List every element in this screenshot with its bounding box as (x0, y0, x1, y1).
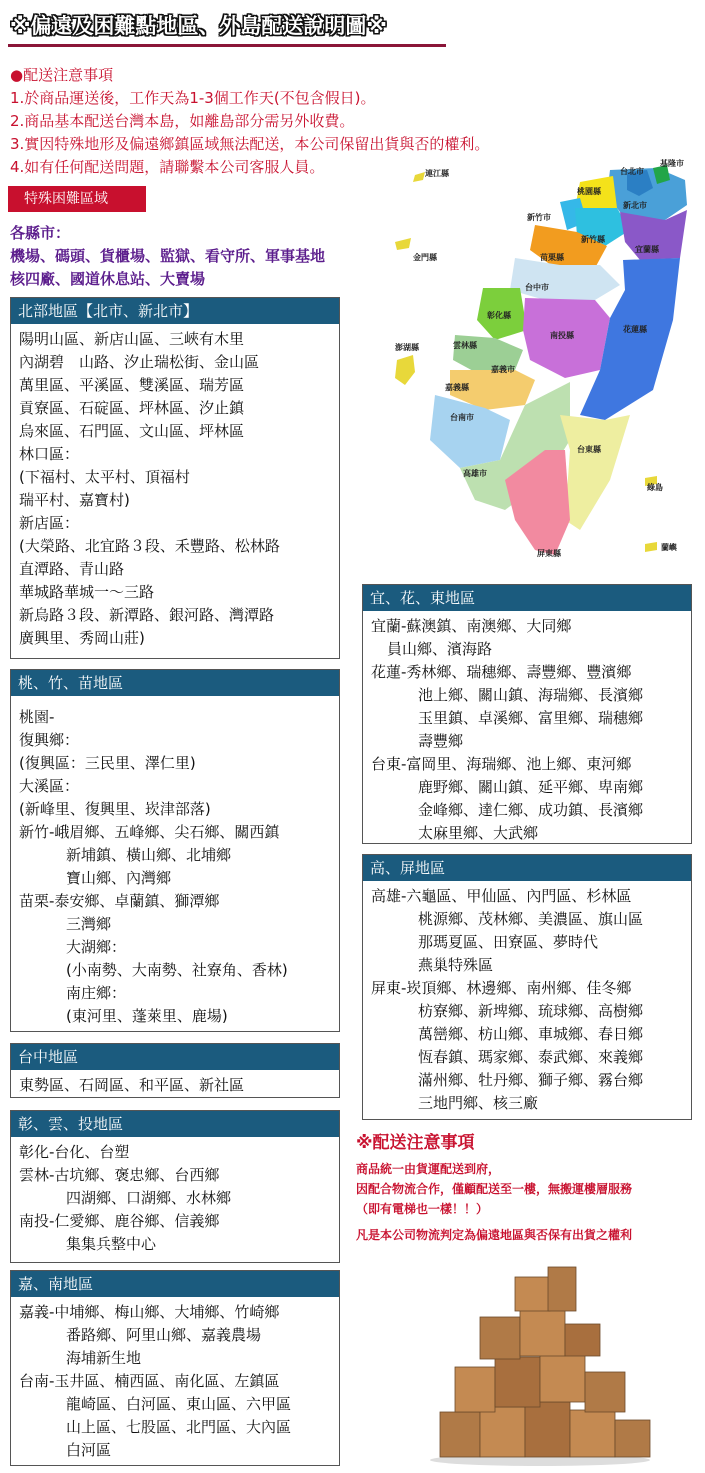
panel-body (11, 1297, 339, 1466)
panel-north (10, 297, 340, 659)
panel-line: 復興鄉： (19, 731, 80, 749)
panel-line: 新店區： (19, 514, 80, 532)
panel-line: 新埔鎮、橫山鄉、北埔鄉 (66, 846, 232, 864)
panel-line: 大湖鄉： (66, 938, 127, 956)
panel-line: 桃源鄉、茂林鄉、美濃區、旗山區 (418, 910, 644, 928)
panel-line: 三地門鄉、核三廠 (418, 1094, 539, 1112)
map-label: 花蓮縣 (623, 325, 647, 334)
island-orchid (645, 542, 657, 552)
special-area-tag: 特殊困難區域 (8, 186, 146, 212)
map-label: 連江縣 (425, 169, 449, 178)
note-item: 1.於商品運送後，工作天為1-3個工作天(不包含假日)。 (10, 89, 376, 107)
panel-line: 員山鄉、濱海路 (387, 640, 493, 658)
panel-line: 南庄鄉： (66, 984, 127, 1002)
note-item: 2.商品基本配送台灣本島，如離島部分需另外收費。 (10, 112, 355, 130)
panel-body (11, 1137, 339, 1260)
panel-body (11, 696, 339, 1032)
panel-line: (下福村、太平村、頂福村 (19, 468, 190, 486)
panel-line: 龍崎區、白河區、東山區、六甲區 (66, 1395, 292, 1413)
map-label: 雲林縣 (453, 341, 477, 350)
taiwan-map (395, 150, 700, 570)
panel-line: 陽明山區、新店山區、三峽有木里 (19, 330, 245, 348)
panel-yilan-hualien-taitung (362, 584, 692, 844)
panel-line: 雲林-古坑鄉、褒忠鄉、台西鄉 (19, 1166, 220, 1184)
cardboard-boxes-illustration (420, 1262, 660, 1467)
page-title: ※偏遠及困難點地區、外島配送說明圖※ (10, 14, 387, 38)
panel-line: 恆春鎮、瑪家鄉、泰武鄉、來義鄉 (418, 1048, 644, 1066)
map-label: 嘉義市 (491, 365, 515, 374)
panel-line: 內湖碧 山路、汐止瑞松街、金山區 (19, 353, 260, 371)
panel-line: 白河區 (66, 1441, 112, 1459)
panel-line: 滿州鄉、牡丹鄉、獅子鄉、霧台鄉 (418, 1071, 644, 1089)
panel-line: 林口區： (19, 445, 80, 463)
map-label: 台北市 (620, 167, 644, 176)
panel-header: 高、屏地區 (363, 855, 691, 881)
panel-line: 宜蘭-蘇澳鎮、南澳鄉、大同鄉 (371, 617, 572, 635)
map-label: 高雄市 (463, 469, 487, 478)
map-label: 宜蘭縣 (635, 245, 659, 254)
map-label: 綠島 (647, 483, 663, 492)
map-label: 新竹市 (527, 213, 551, 222)
map-label: 桃園縣 (577, 187, 601, 196)
panel-body (363, 611, 691, 849)
panel-line: 台東-富岡里、海瑞鄉、池上鄉、東河鄉 (371, 755, 632, 773)
panel-body (11, 324, 339, 654)
map-label: 台中市 (525, 283, 549, 292)
panel-line: 太麻里鄉、大武鄉 (418, 824, 539, 842)
panel-taichung (10, 1043, 340, 1098)
map-label: 苗栗縣 (540, 253, 564, 262)
note-item: 3.實因特殊地形及偏遠鄉鎮區域無法配送，本公司保留出貨與否的權利。 (10, 135, 490, 153)
panel-line: 寶山鄉、內灣鄉 (66, 869, 172, 887)
panel-header: 北部地區【北市、新北市】 (11, 298, 339, 324)
shipping-notice-heading: ※配送注意事項 (356, 1133, 475, 1153)
panel-line: 嘉義-中埔鄉、梅山鄉、大埔鄉、竹崎鄉 (19, 1303, 280, 1321)
map-label: 金門縣 (413, 253, 437, 262)
panel-line: 桃園- (19, 708, 55, 726)
panel-line: 彰化-台化、台塑 (19, 1143, 130, 1161)
panel-chiayi-tainan (10, 1270, 340, 1466)
panel-body (11, 1070, 339, 1101)
panel-line: 三灣鄉 (66, 915, 112, 933)
panel-line: 新烏路３段、新潭路、銀河路、灣潭路 (19, 606, 275, 624)
panel-line: 那瑪夏區、田寮區、夢時代 (418, 933, 599, 951)
region-taitung (560, 415, 630, 530)
panel-line: 高雄-六龜區、甲仙區、內門區、杉林區 (371, 887, 632, 905)
map-label: 嘉義縣 (445, 383, 469, 392)
shipping-notice-line: 凡是本公司物流判定為偏遠地區與否保有出貨之權利 (356, 1228, 633, 1242)
panel-header: 台中地區 (11, 1044, 339, 1070)
map-label: 彰化縣 (487, 311, 511, 320)
panel-line: 烏來區、石門區、文山區、坪林區 (19, 422, 245, 440)
panel-line: 台南-玉井區、楠西區、南化區、左鎮區 (19, 1372, 280, 1390)
panel-line: 東勢區、石岡區、和平區、新社區 (19, 1076, 245, 1094)
panel-changhua-yunlin-nantou (10, 1110, 340, 1263)
panel-line: 瑞平村、嘉寶村) (19, 491, 130, 509)
counties-label: 各縣市： (10, 224, 71, 242)
panel-line: 鹿野鄉、關山鎮、延平鄉、卑南鄉 (418, 778, 644, 796)
panel-line: 海埔新生地 (66, 1349, 142, 1367)
map-label: 澎湖縣 (395, 343, 419, 352)
title-underline (8, 44, 446, 47)
panel-line: 花蓮-秀林鄉、瑞穗鄉、壽豐鄉、豐濱鄉 (371, 663, 632, 681)
panel-line: 山上區、七股區、北門區、大內區 (66, 1418, 292, 1436)
panel-line: 新竹-峨眉鄉、五峰鄉、尖石鄉、關西鎮 (19, 823, 280, 841)
panel-line: 貢寮區、石碇區、坪林區、汐止鎮 (19, 399, 245, 417)
panel-line: 直潭路、青山路 (19, 560, 125, 578)
panel-line: 萬巒鄉、枋山鄉、車城鄉、春日鄉 (418, 1025, 644, 1043)
panel-kaohsiung-pingtung (362, 854, 692, 1120)
panel-taoyuan-hsinchu-miaoli (10, 669, 340, 1032)
panel-line: (東河里、蓬萊里、鹿場) (66, 1007, 228, 1025)
panel-line: (大榮路、北宜路３段、禾豐路、松林路 (19, 537, 280, 555)
map-label: 蘭嶼 (661, 543, 677, 552)
panel-line: (復興區：三民里、澤仁里) (19, 754, 196, 772)
panel-line: 廣興里、秀岡山莊) (19, 629, 145, 647)
island-kinmen (395, 238, 411, 250)
panel-line: 集集兵整中心 (66, 1235, 157, 1253)
panel-line: (小南勢、大南勢、社寮角、香林) (66, 961, 288, 979)
map-label: 新北市 (623, 201, 647, 210)
panel-line: 枋寮鄉、新埤鄉、琉球鄉、高樹鄉 (418, 1002, 644, 1020)
panel-header: 嘉、南地區 (11, 1271, 339, 1297)
shipping-notice-line: 因配合物流合作，僅顧配送至一樓，無搬運樓層服務 (356, 1182, 633, 1196)
map-label: 南投縣 (550, 331, 574, 340)
panel-header: 宜、花、東地區 (363, 585, 691, 611)
island-penghu (395, 355, 415, 385)
panel-body (363, 881, 691, 1119)
map-label: 屏東縣 (537, 549, 561, 558)
panel-header: 桃、竹、苗地區 (11, 670, 339, 696)
shipping-notice-line: 商品統一由貨運配送到府， (356, 1162, 501, 1176)
panel-line: 金峰鄉、達仁鄉、成功鎮、長濱鄉 (418, 801, 644, 819)
panel-line: 苗栗-泰安鄉、卓蘭鎮、獅潭鄉 (19, 892, 220, 910)
panel-line: 華城路華城一～三路 (19, 583, 155, 601)
counties-line: 核四廠、國道休息站、大賣場 (10, 270, 206, 288)
panel-line: 屏東-崁頂鄉、林邊鄉、南州鄉、佳冬鄉 (371, 979, 632, 997)
map-label: 台南市 (450, 413, 474, 422)
panel-line: 池上鄉、關山鎮、海瑞鄉、長濱鄉 (418, 686, 644, 704)
panel-line: 壽豐鄉 (418, 732, 464, 750)
panel-line: (新峰里、復興里、崁津部落) (19, 800, 211, 818)
panel-line: 大溪區： (19, 777, 80, 795)
map-label: 基隆市 (660, 159, 684, 168)
note-item: 4.如有任何配送問題，請聯繫本公司客服人員。 (10, 158, 325, 176)
panel-line: 番路鄉、阿里山鄉、嘉義農場 (66, 1326, 262, 1344)
panel-line: 燕巢特殊區 (418, 956, 494, 974)
island-matsu (413, 172, 425, 182)
map-label: 新竹縣 (581, 235, 605, 244)
panel-line: 玉里鎮、卓溪鄉、富里鄉、瑞穗鄉 (418, 709, 644, 727)
counties-line: 機場、碼頭、貨櫃場、監獄、看守所、軍事基地 (10, 247, 326, 265)
panel-line: 萬里區、平溪區、雙溪區、瑞芳區 (19, 376, 245, 394)
panel-header: 彰、雲、投地區 (11, 1111, 339, 1137)
panel-line: 南投-仁愛鄉、鹿谷鄉、信義鄉 (19, 1212, 220, 1230)
notes-heading: ●配送注意事項 (10, 66, 114, 84)
shipping-notice-line: （即有電梯也一樣！！） (356, 1202, 489, 1216)
map-label: 台東縣 (577, 445, 601, 454)
panel-line: 四湖鄉、口湖鄉、水林鄉 (66, 1189, 232, 1207)
